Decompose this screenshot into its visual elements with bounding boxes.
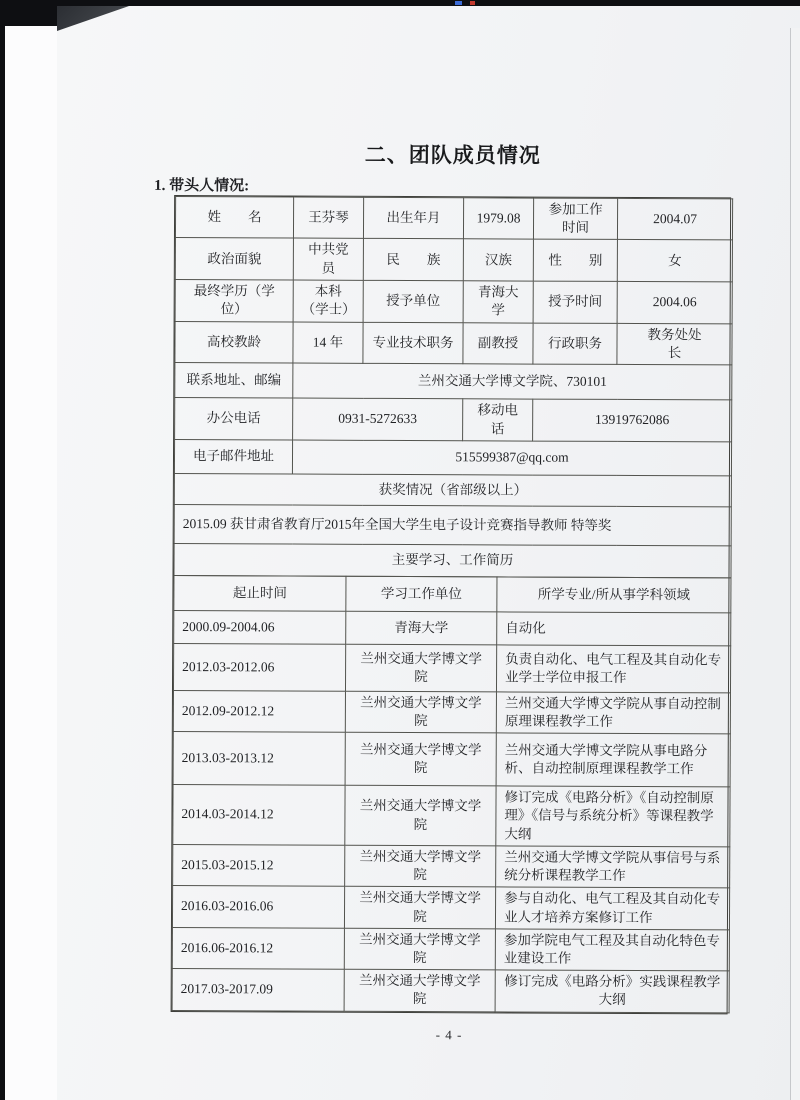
table-cell: 2017.03-2017.09: [172, 969, 344, 1011]
table-cell: 学习工作单位: [346, 576, 497, 612]
table-cell: 13919762086: [533, 399, 732, 441]
table-cell: 出生年月: [363, 197, 463, 239]
table-cell: 授予时间: [533, 281, 617, 323]
table-cell: 兰州交通大学博文学院: [345, 691, 496, 733]
table-row: [172, 927, 729, 971]
table-cell: 女: [617, 240, 732, 282]
table-row: [174, 575, 731, 612]
table-cell: 1979.08: [463, 198, 533, 240]
table-row: [173, 732, 730, 787]
table-row: [173, 690, 730, 734]
table-cell: 2014.03-2014.12: [173, 785, 345, 845]
table-row: [173, 785, 730, 847]
table-cell: 性 别: [533, 240, 617, 282]
table-cell: 行政职务: [533, 323, 617, 365]
table-row: [174, 610, 731, 645]
table-cell: 2012.09-2012.12: [173, 690, 345, 732]
table-cell: 王芬琴: [293, 197, 363, 239]
table-cell: 参与自动化、电气工程及其自动化专业人才培养方案修订工作: [495, 887, 729, 929]
table-cell: 2016.03-2016.06: [172, 886, 344, 928]
table-cell: 自动化: [497, 612, 731, 646]
table-cell: 参加学院电气工程及其自动化特色专业建设工作: [495, 929, 729, 971]
table-row: [174, 543, 731, 577]
table-row: [175, 398, 732, 442]
table-row: [174, 504, 731, 545]
table-cell: 本科 （学士）: [293, 280, 363, 322]
table-cell: 兰州交通大学博文学院: [345, 644, 496, 692]
table-cell: 兰州交通大学博文学院从事自动控制原理课程教学工作: [496, 692, 730, 734]
table-row: [175, 279, 732, 323]
paper-right-edge: [790, 28, 800, 1100]
table-cell: 最终学历（学位）: [175, 279, 293, 322]
table-cell: 2000.09-2004.06: [174, 610, 346, 644]
table-row: [174, 439, 731, 475]
table-cell: 14 年: [293, 322, 363, 364]
table-cell: 兰州交通大学博文学院从事信号与系统分析课程教学工作: [496, 846, 730, 888]
table-row: [173, 844, 730, 888]
table-cell: 联系地址、邮编: [175, 363, 293, 399]
table-cell: 2016.06-2016.12: [172, 927, 344, 969]
table-row: [175, 321, 732, 365]
table-cell: 2015.09 获甘肃省教育厅2015年全国大学生电子设计竞赛指导教师 特等奖: [174, 504, 731, 545]
table-cell: 专业技术职务: [363, 322, 463, 364]
table-cell: 副教授: [463, 323, 533, 365]
table-cell: 兰州交通大学博文学院: [344, 887, 495, 929]
table-cell: 汉族: [463, 239, 533, 281]
table-cell: 兰州交通大学博文学院: [344, 928, 495, 970]
table-cell: 民 族: [363, 239, 463, 281]
table-cell: 兰州交通大学博文学院: [345, 785, 496, 845]
table-cell: 兰州交通大学博文学院、730101: [293, 363, 732, 400]
table-cell: 2013.03-2013.12: [173, 732, 345, 786]
table-cell: 修订完成《电路分析》《自动控制原理》《信号与系统分析》等课程教学大纲: [496, 786, 730, 847]
table-row: [174, 473, 731, 506]
section-title: 二、团队成员情况: [364, 142, 541, 168]
table-cell: 修订完成《电路分析》实践课程教学大纲: [495, 970, 729, 1012]
table-cell: 515599387@qq.com: [292, 440, 731, 476]
table-cell: 获奖情况（省部级以上）: [174, 473, 731, 506]
page-number: - 4 -: [435, 1026, 463, 1042]
table-cell: 授予单位: [363, 280, 463, 322]
table-cell: 兰州交通大学博文学院: [345, 732, 496, 786]
table-cell: 中共党员: [293, 238, 363, 280]
table-cell: 所学专业/所从事学科领域: [497, 577, 731, 613]
table-cell: 政治面貌: [175, 238, 293, 280]
table-cell: 移动电话: [463, 399, 533, 441]
member-form-table: [171, 195, 732, 1014]
table-cell: 电子邮件地址: [174, 439, 292, 474]
table-cell: 2004.06: [617, 281, 732, 324]
scan-backing-sheet: [5, 26, 57, 1100]
table-cell: 青海大学: [346, 611, 497, 645]
table-cell: 2015.03-2015.12: [173, 844, 345, 886]
table-cell: 主要学习、工作简历: [174, 543, 731, 577]
table-cell: 兰州交通大学博文学院: [345, 845, 496, 887]
table-cell: 兰州交通大学博文学院: [344, 969, 495, 1011]
study-work-history-table: [172, 575, 732, 1013]
table-cell: 教务处处 长: [617, 323, 732, 365]
table-row: [172, 969, 729, 1013]
table-cell: 兰州交通大学博文学院从事电路分析、自动控制原理课程教学工作: [496, 733, 730, 787]
table-cell: 负责自动化、电气工程及其自动化专业学士学位申报工作: [496, 645, 730, 693]
table-cell: 0931-5272633: [293, 398, 463, 440]
table-cell: 起止时间: [174, 575, 346, 611]
table-row: [175, 363, 732, 400]
table-cell: 青海大学: [463, 281, 533, 323]
table-row: [175, 197, 732, 241]
subsection-label: 1. 带头人情况:: [154, 177, 250, 195]
table-cell: 高校教龄: [175, 321, 293, 363]
table-row: [172, 886, 729, 930]
document-content: [154, 0, 732, 1044]
table-row: [175, 238, 732, 282]
table-cell: 办公电话: [175, 398, 293, 440]
table-cell: 2012.03-2012.06: [173, 643, 345, 691]
table-cell: 姓 名: [175, 197, 293, 239]
table-cell: 参加工作 时间: [533, 198, 617, 240]
table-row: [173, 643, 730, 692]
table-cell: 2004.07: [617, 198, 732, 240]
leader-info-table: [173, 196, 733, 578]
